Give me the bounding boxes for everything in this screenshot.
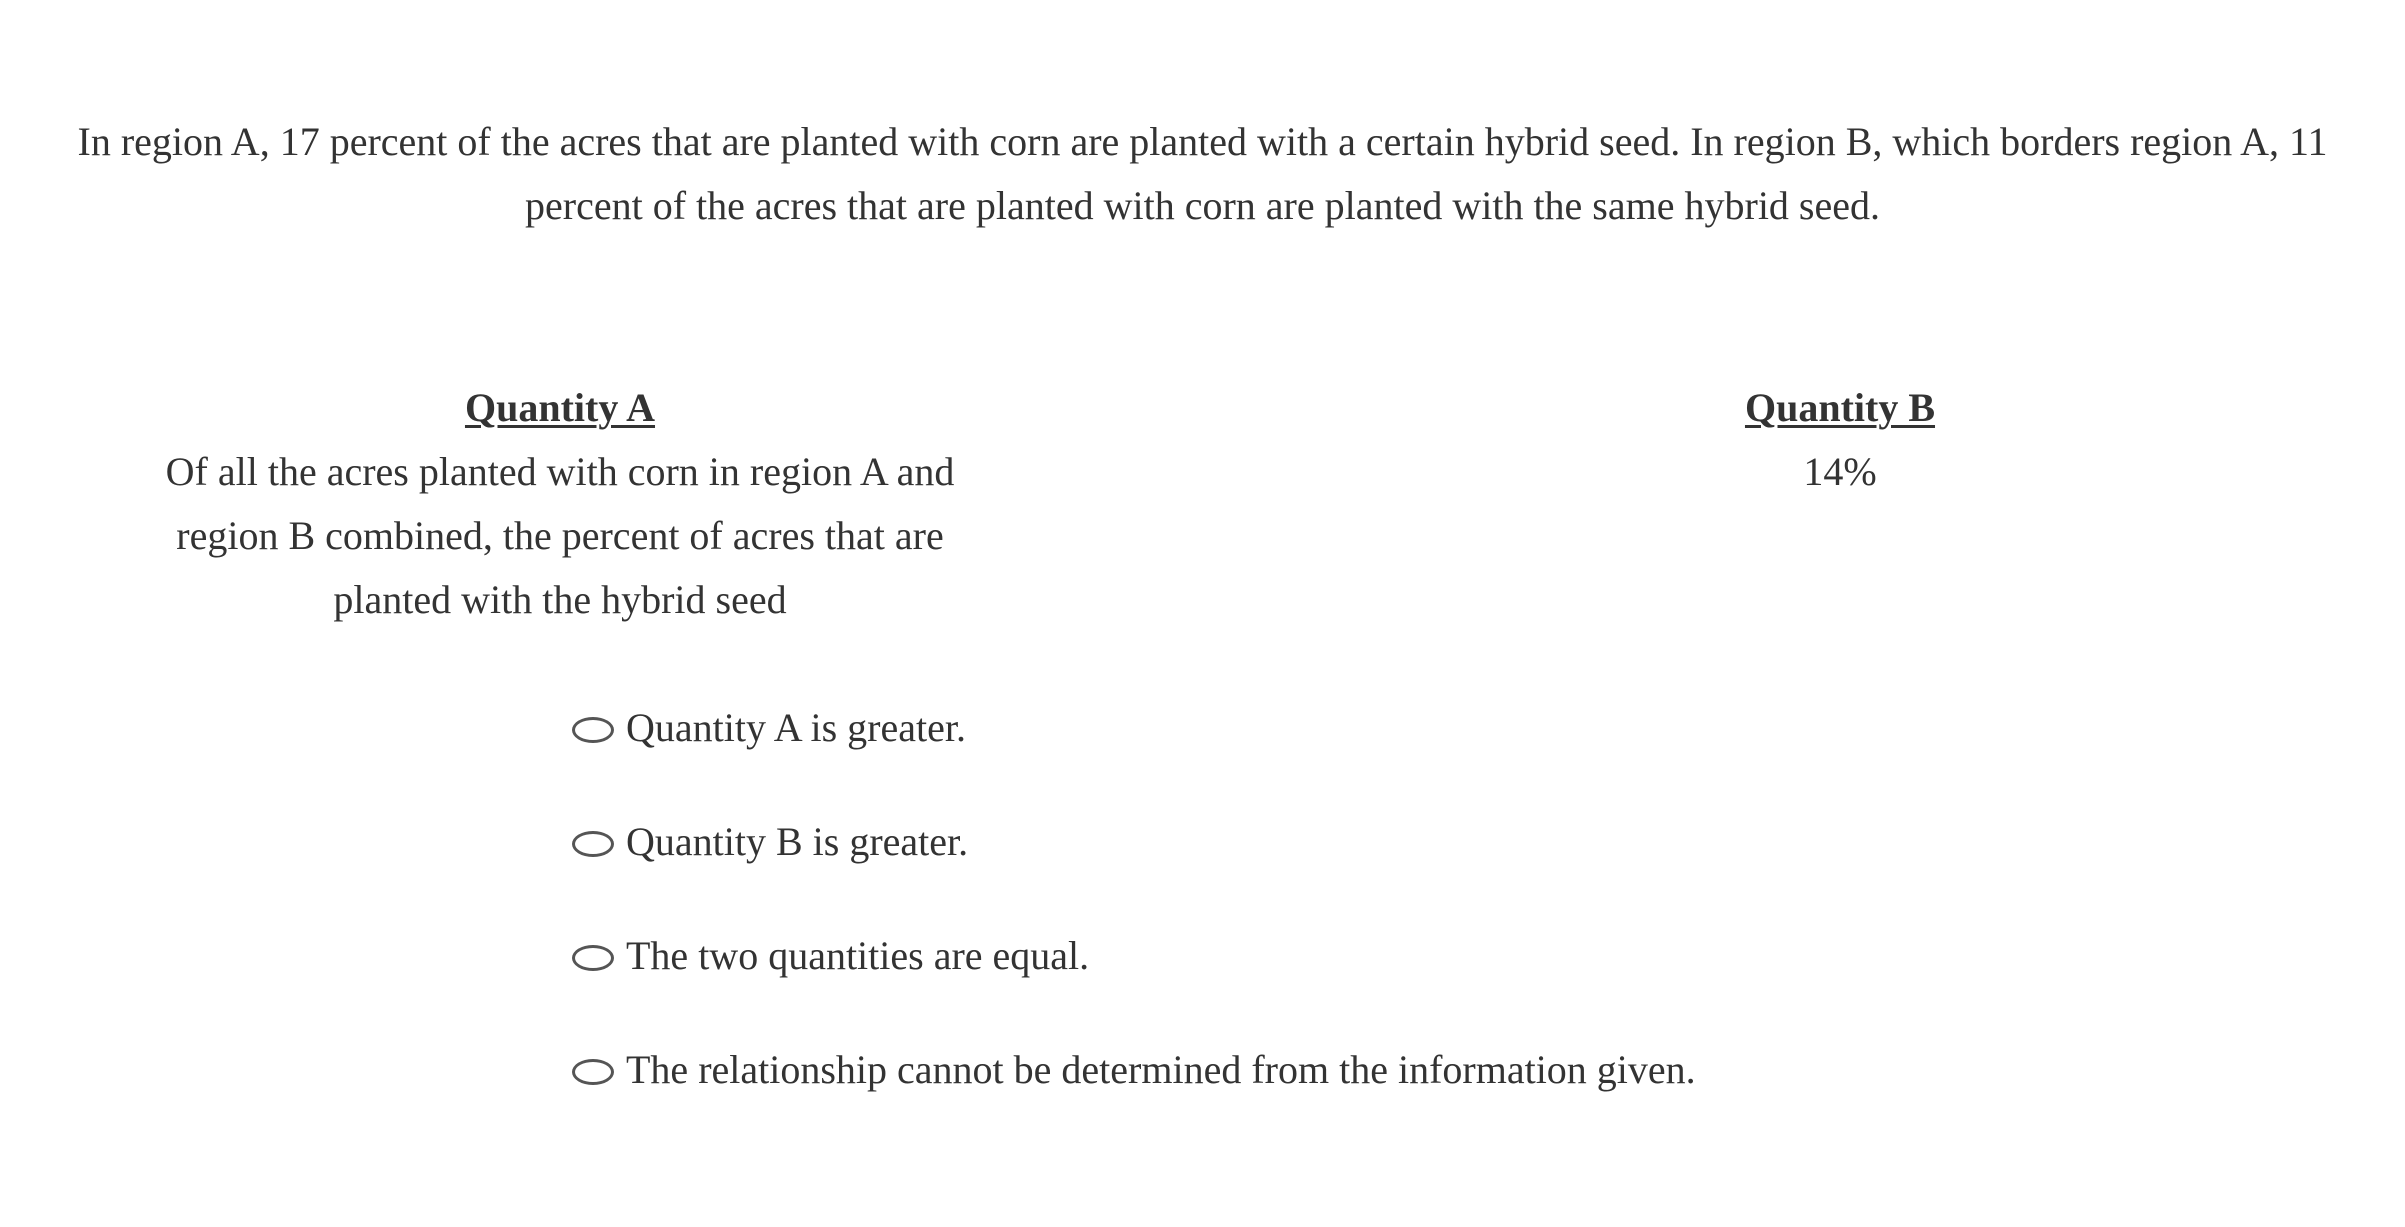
choice-label: Quantity B is greater. [626,818,969,864]
question-stem: In region A, 17 percent of the acres that are planted with corn are planted with a certain hybrid seed. In region B, which borders region A, 11 percent of the acres that are planted with corn are planted with the same hybrid seed. [77,119,2328,228]
quantity-b-column [1640,376,2040,504]
quantity-a-heading: Quantity A [464,385,656,430]
choice-label: The two quantities are equal. [626,932,1090,978]
choice-quantity-b-greater[interactable] [572,811,1972,871]
quantity-b-heading: Quantity B [1744,385,1936,430]
radio-unselected-icon[interactable] [572,945,614,971]
choice-label: Quantity A is greater. [626,704,966,750]
choice-quantities-equal[interactable] [572,925,1972,985]
radio-unselected-icon[interactable] [572,1059,614,1085]
choice-cannot-be-determined[interactable] [572,1039,1972,1099]
quantity-a-column [120,376,1000,632]
choice-quantity-a-greater[interactable] [572,697,1972,757]
radio-unselected-icon[interactable] [572,717,614,743]
answer-choices [572,697,1972,1153]
quantity-b-text: 14% [1803,449,1877,494]
quantity-a-text: Of all the acres planted with corn in region A and region B combined, the percent of acres that are planted with the hybrid seed [165,449,955,622]
radio-unselected-icon[interactable] [572,831,614,857]
choice-label: The relationship cannot be determined from the information given. [626,1046,1696,1092]
